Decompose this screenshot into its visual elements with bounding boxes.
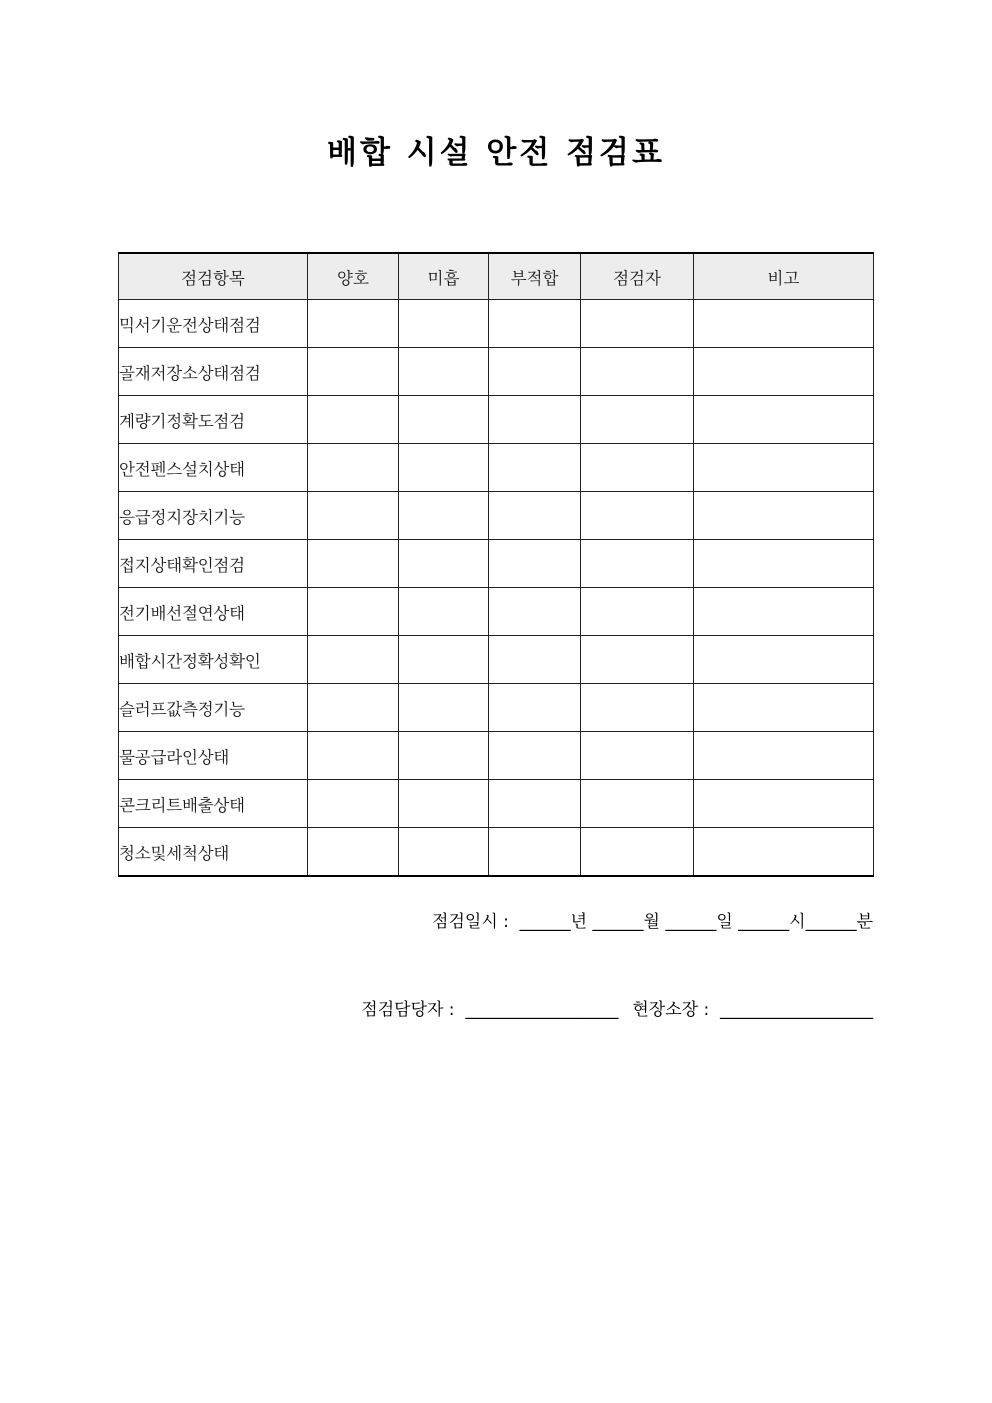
row-inspector-cell[interactable]	[581, 684, 694, 732]
row-poor-cell[interactable]	[399, 684, 489, 732]
row-good-cell[interactable]	[308, 348, 399, 396]
row-item-label: 접지상태확인점검	[119, 540, 308, 588]
table-row	[119, 828, 874, 877]
row-inspector-cell[interactable]	[581, 444, 694, 492]
safety-inspection-table	[118, 252, 874, 877]
row-bad-cell[interactable]	[489, 780, 581, 828]
row-inspector-cell[interactable]	[581, 540, 694, 588]
table-row	[119, 684, 874, 732]
column-header-item: 점검항목	[119, 253, 308, 300]
row-bad-cell[interactable]	[489, 300, 581, 348]
site-manager-signature-field[interactable]: 현장소장 : __________________	[632, 1000, 873, 1020]
row-poor-cell[interactable]	[399, 396, 489, 444]
row-inspector-cell[interactable]	[581, 636, 694, 684]
row-inspector-cell[interactable]	[581, 732, 694, 780]
row-inspector-cell[interactable]	[581, 396, 694, 444]
row-item-label: 청소및세척상태	[119, 828, 308, 877]
row-poor-cell[interactable]	[399, 828, 489, 877]
table-row	[119, 396, 874, 444]
row-item-label: 콘크리트배출상태	[119, 780, 308, 828]
table-header	[119, 253, 874, 300]
row-good-cell[interactable]	[308, 828, 399, 877]
row-good-cell[interactable]	[308, 396, 399, 444]
row-inspector-cell[interactable]	[581, 828, 694, 877]
row-good-cell[interactable]	[308, 588, 399, 636]
row-bad-cell[interactable]	[489, 828, 581, 877]
row-poor-cell[interactable]	[399, 348, 489, 396]
row-item-label: 전기배선절연상태	[119, 588, 308, 636]
table-row	[119, 780, 874, 828]
row-good-cell[interactable]	[308, 780, 399, 828]
row-good-cell[interactable]	[308, 684, 399, 732]
row-good-cell[interactable]	[308, 732, 399, 780]
row-poor-cell[interactable]	[399, 780, 489, 828]
row-note-cell[interactable]	[694, 300, 874, 348]
row-item-label: 슬러프값측정기능	[119, 684, 308, 732]
row-inspector-cell[interactable]	[581, 348, 694, 396]
row-bad-cell[interactable]	[489, 348, 581, 396]
column-header-inspector: 점검자	[581, 253, 694, 300]
row-note-cell[interactable]	[694, 396, 874, 444]
table-row	[119, 300, 874, 348]
row-inspector-cell[interactable]	[581, 492, 694, 540]
row-good-cell[interactable]	[308, 540, 399, 588]
row-bad-cell[interactable]	[489, 540, 581, 588]
row-note-cell[interactable]	[694, 540, 874, 588]
table-row	[119, 348, 874, 396]
signature-line	[118, 971, 873, 1049]
row-bad-cell[interactable]	[489, 684, 581, 732]
row-item-label: 믹서기운전상태점검	[119, 300, 308, 348]
row-item-label: 계량기정확도점검	[119, 396, 308, 444]
row-good-cell[interactable]	[308, 636, 399, 684]
column-header-bad: 부적합	[489, 253, 581, 300]
row-item-label: 안전펜스설치상태	[119, 444, 308, 492]
inspector-signature-field[interactable]: 점검담당자 : __________________	[361, 1000, 619, 1020]
row-inspector-cell[interactable]	[581, 780, 694, 828]
table-row	[119, 444, 874, 492]
table-row	[119, 492, 874, 540]
row-note-cell[interactable]	[694, 684, 874, 732]
table-row	[119, 588, 874, 636]
row-poor-cell[interactable]	[399, 444, 489, 492]
row-poor-cell[interactable]	[399, 492, 489, 540]
row-bad-cell[interactable]	[489, 396, 581, 444]
row-poor-cell[interactable]	[399, 732, 489, 780]
row-bad-cell[interactable]	[489, 492, 581, 540]
row-inspector-cell[interactable]	[581, 300, 694, 348]
row-good-cell[interactable]	[308, 492, 399, 540]
row-poor-cell[interactable]	[399, 540, 489, 588]
row-note-cell[interactable]	[694, 828, 874, 877]
row-bad-cell[interactable]	[489, 636, 581, 684]
row-item-label: 응급정지장치기능	[119, 492, 308, 540]
row-note-cell[interactable]	[694, 636, 874, 684]
row-note-cell[interactable]	[694, 444, 874, 492]
row-bad-cell[interactable]	[489, 732, 581, 780]
row-poor-cell[interactable]	[399, 300, 489, 348]
row-good-cell[interactable]	[308, 300, 399, 348]
row-item-label: 배합시간정확성확인	[119, 636, 308, 684]
table-body	[119, 300, 874, 877]
table-header-row	[119, 253, 874, 300]
row-note-cell[interactable]	[694, 732, 874, 780]
row-bad-cell[interactable]	[489, 444, 581, 492]
table-row	[119, 732, 874, 780]
inspection-datetime-line[interactable]: 점검일시 : ______년 ______월 ______일 ______시______분	[432, 912, 873, 932]
row-inspector-cell[interactable]	[581, 588, 694, 636]
column-header-poor: 미흡	[399, 253, 489, 300]
column-header-note: 비고	[694, 253, 874, 300]
table-row	[119, 540, 874, 588]
row-note-cell[interactable]	[694, 588, 874, 636]
page-title: 배합 시설 안전 점검표	[327, 135, 665, 171]
row-bad-cell[interactable]	[489, 588, 581, 636]
row-note-cell[interactable]	[694, 348, 874, 396]
row-good-cell[interactable]	[308, 444, 399, 492]
row-item-label: 골재저장소상태점검	[119, 348, 308, 396]
table-row	[119, 636, 874, 684]
row-note-cell[interactable]	[694, 492, 874, 540]
row-poor-cell[interactable]	[399, 636, 489, 684]
row-poor-cell[interactable]	[399, 588, 489, 636]
column-header-good: 양호	[308, 253, 399, 300]
row-item-label: 물공급라인상태	[119, 732, 308, 780]
row-note-cell[interactable]	[694, 780, 874, 828]
